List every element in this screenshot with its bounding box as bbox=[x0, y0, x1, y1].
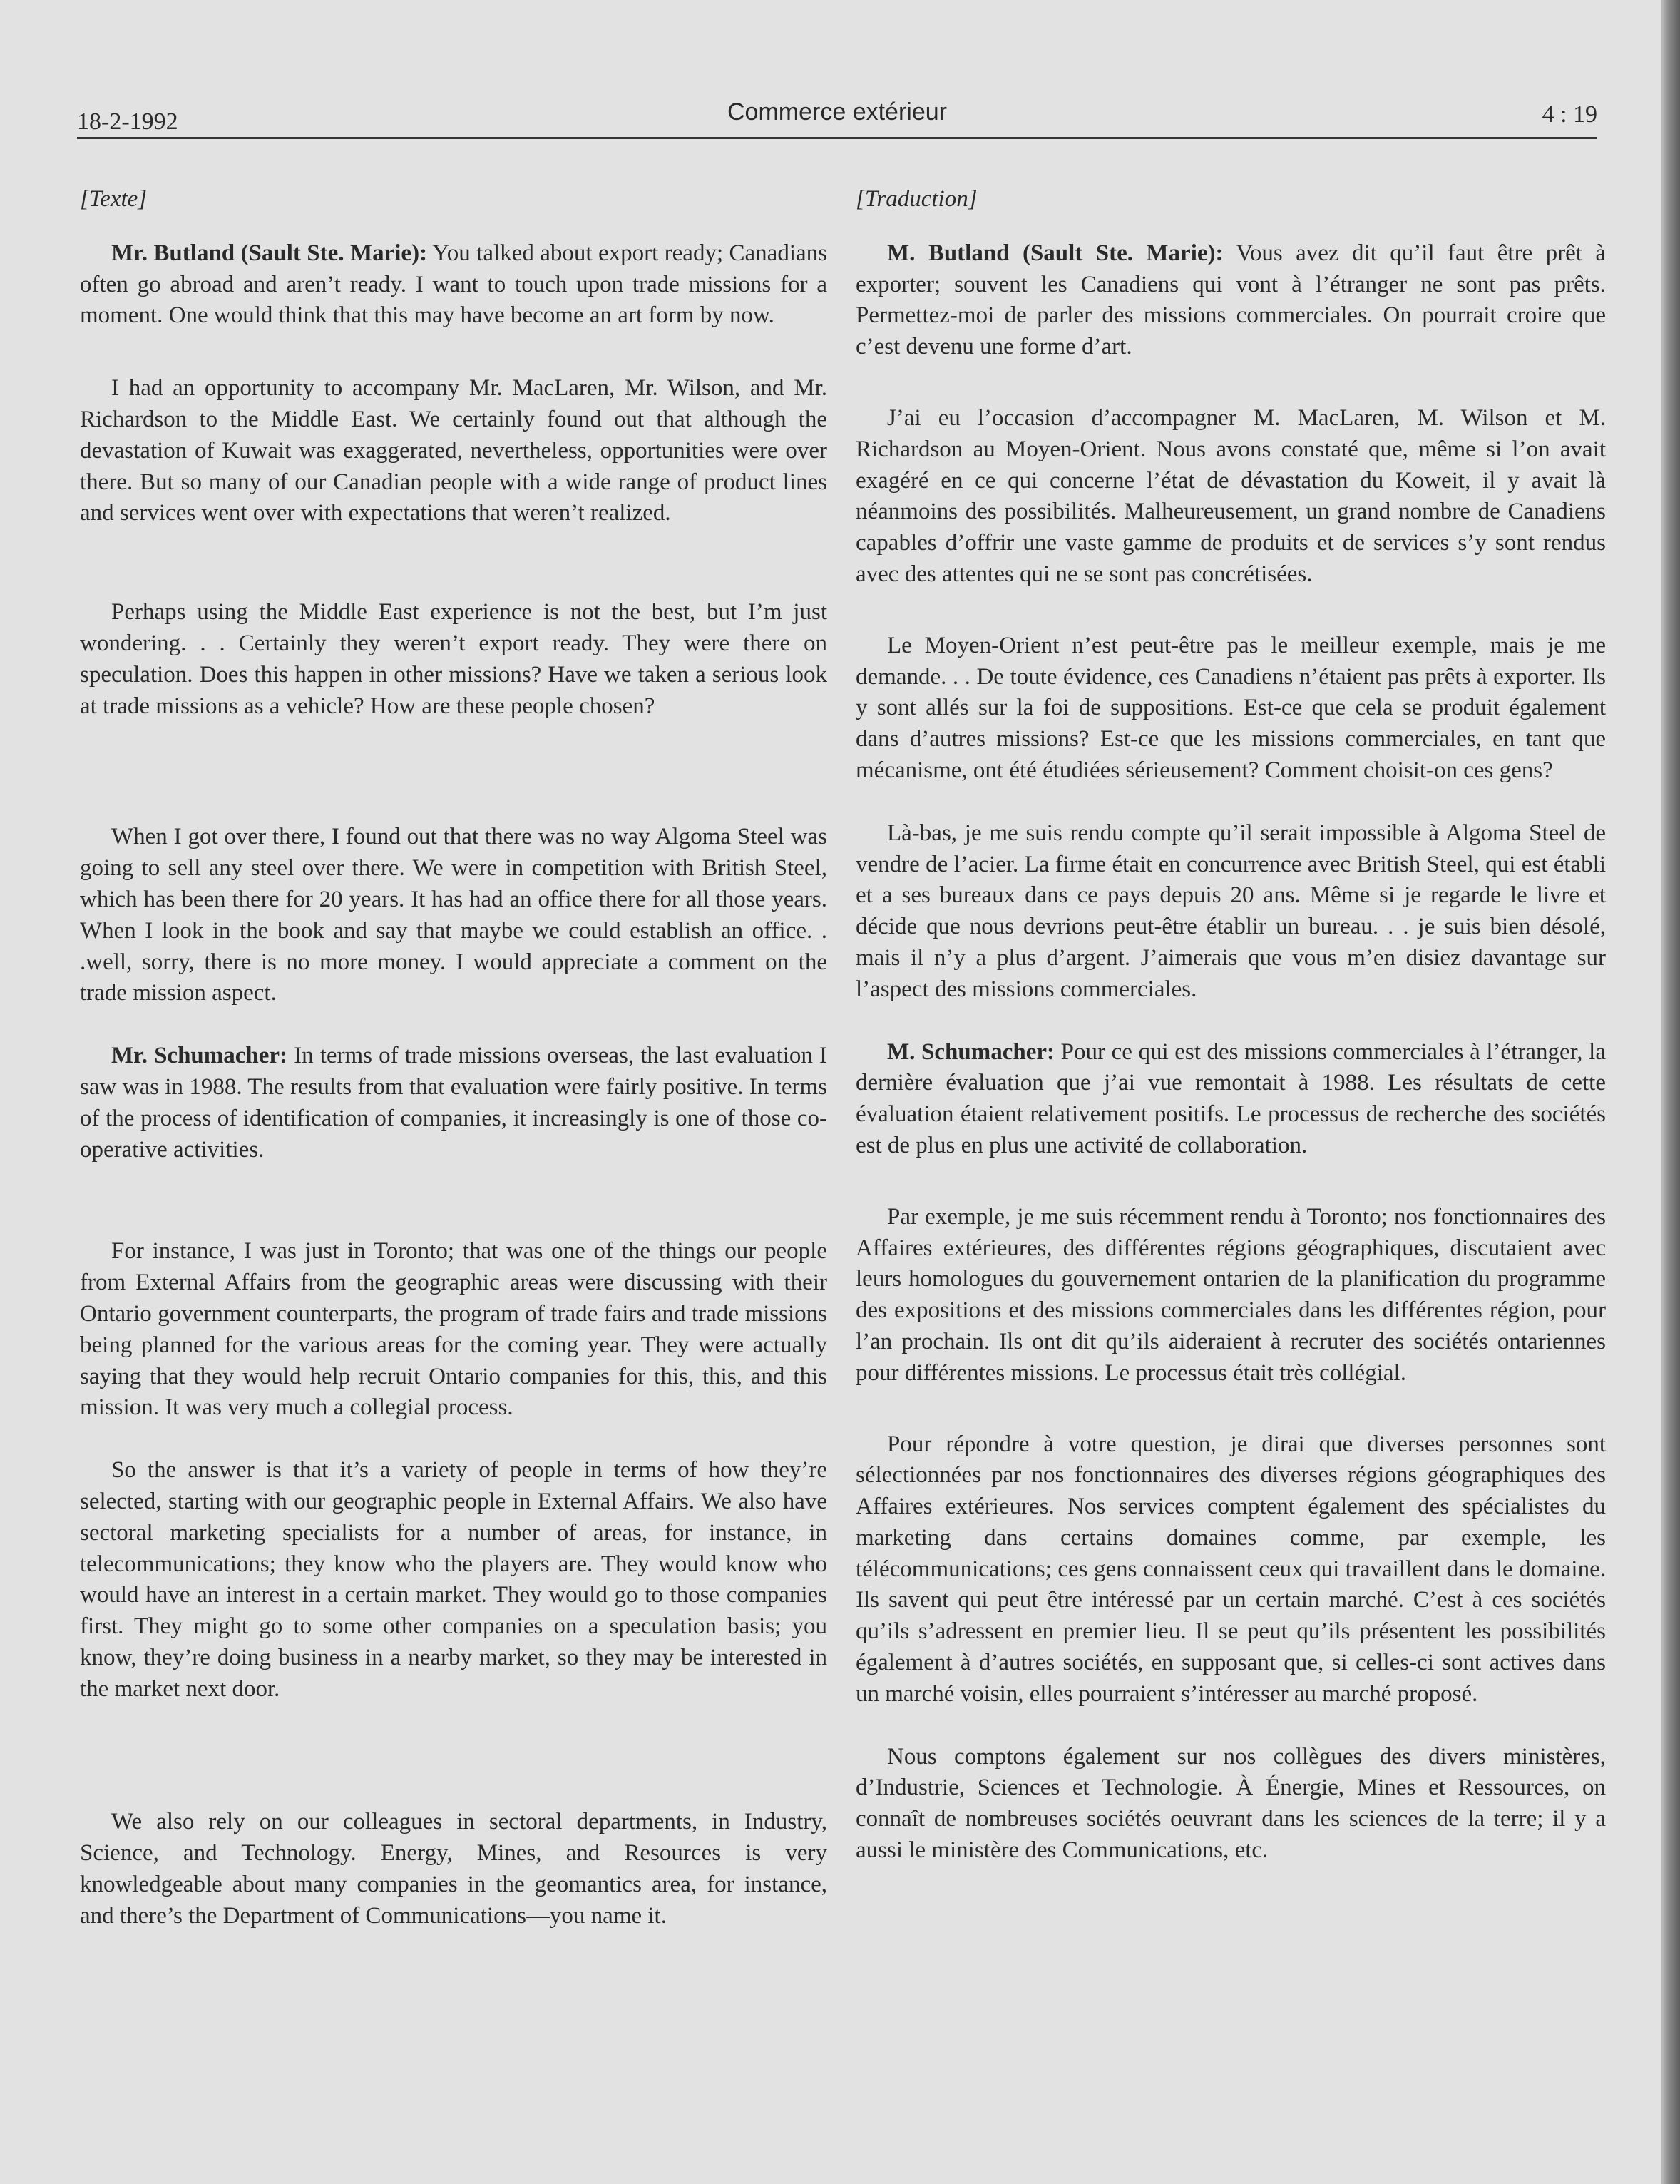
paragraph-text: Perhaps using the Middle East experience is not the best, but I’m just wondering. . . Certainly they weren’t export ready. They were there on speculation. Does this happen in other missions? Have we taken a serious look at trade missions as a vehicle? How are these people chosen? bbox=[80, 599, 827, 719]
paragraph-text: In terms of trade missions overseas, the last evaluation I saw was in 1988. The results from that evaluation were fairly positive. In terms of the process of identification of companies, it increasingly is one of those co-operative activities. bbox=[80, 1043, 827, 1163]
paragraph bbox=[80, 822, 827, 1009]
header-page-number: 4 : 19 bbox=[1542, 101, 1597, 128]
paragraph bbox=[856, 1202, 1606, 1389]
paragraph bbox=[80, 373, 827, 529]
speaker-name: Mr. Butland (Sault Ste. Marie): bbox=[111, 240, 428, 266]
paragraph bbox=[856, 1037, 1606, 1162]
column-tag-traduction: [Traduction] bbox=[856, 186, 978, 212]
speaker-name: M. Schumacher: bbox=[887, 1039, 1055, 1065]
paragraph-text: We also rely on our colleagues in sectoral departments, in Industry, Science, and Technology. Energy, Mines, and Resources is very knowledgeable about many companies in the geomantics area, for instance, and there’s the Department of Communications—you name it. bbox=[80, 1809, 827, 1929]
header-title: Commerce extérieur bbox=[727, 98, 947, 126]
paragraph-text: Par exemple, je me suis récemment rendu à Toronto; nos fonctionnaires des Affaires extérieures, des différentes régions géographiques, discutaient avec leurs homologues du gouvernement ontarien de la planification du programme des expositions et des missions commerciales dans les différentes région, pour l’an prochain. Ils ont dit qu’ils aideraient à recruter des sociétés ontariennes pour différentes missions. Le processus était très collégial. bbox=[856, 1203, 1606, 1386]
paragraph-text: So the answer is that it’s a variety of people in terms of how they’re selected, starting with our geographic people in External Affairs. We also have sectoral marketing specialists for a number of areas, for instance, in telecommunications; they know who the players are. They would know who would have an interest in a certain market. They would go to those companies first. They might go to some other companies on a speculation basis; you know, they’re doing business in a nearby market, so they may be interested in the market next door. bbox=[80, 1457, 827, 1702]
paragraph bbox=[856, 403, 1606, 591]
running-header bbox=[77, 98, 1597, 140]
paragraph-text: Nous comptons également sur nos collègues des divers ministères, d’Industrie, Sciences et Technologie. À Énergie, Mines et Ressources, on connaît de nombreuses sociétés oeuvrant dans les sciences de la terre; il y a aussi le ministère des Communications, etc. bbox=[856, 1743, 1606, 1864]
paragraph-text: Là-bas, je me suis rendu compte qu’il serait impossible à Algoma Steel de vendre de l’acier. La firme était en concurrence avec British Steel, qui est établi et a ses bureaux dans ce pays depuis 20 ans. Même si je regarde le livre et décide que nous devrions peut-être établir un bureau. . . je suis bien désolé, mais il n’y a plus d’argent. J’aimerais que vous m’en disiez davantage sur l’aspect des missions commerciales. bbox=[856, 820, 1606, 1002]
paragraph-text: For instance, I was just in Toronto; that was one of the things our people from External Affairs from the geographic areas were discussing with their Ontario government counterparts, the program of trade fairs and trade missions being planned for the various areas for the coming year. They were actually saying that they would help recruit Ontario companies for this, this, and this mission. It was very much a collegial process. bbox=[80, 1238, 827, 1421]
paragraph-text: When I got over there, I found out that there was no way Algoma Steel was going to sell any steel over there. We were in competition with British Steel, which has been there for 20 years. It has had an office there for all those years. When I look in the book and say that maybe we could establish an office. . .well, sorry, there is no more money. I would appreciate a comment on the trade mission aspect. bbox=[80, 824, 827, 1006]
paragraph bbox=[80, 1455, 827, 1705]
paragraph-text: I had an opportunity to accompany Mr. MacLaren, Mr. Wilson, and Mr. Richardson to the Middle East. We certainly found out that although the devastation of Kuwait was exaggerated, nevertheless, opportunities were over there. But so many of our Canadian people with a wide range of product lines and services went over with expectations that weren’t realized. bbox=[80, 375, 827, 526]
header-date: 18-2-1992 bbox=[77, 108, 178, 135]
speaker-name: Mr. Schumacher: bbox=[111, 1043, 288, 1069]
paragraph bbox=[80, 1236, 827, 1424]
english-column bbox=[80, 184, 827, 1932]
header-rule bbox=[77, 137, 1597, 139]
paragraph bbox=[856, 1429, 1606, 1710]
column-tag-texte: [Texte] bbox=[80, 186, 148, 212]
paragraph-text: Pour répondre à votre question, je dirai que diverses personnes sont sélectionnées par nos fonctionnaires des diverses régions géographiques des Affaires extérieures. Nos services comptent également des spécialistes du marketing dans certains domaines comme, par exemple, les télécommunications; ces gens connaissent ceux qui travaillent dans le domaine. Ils savent qui peut être intéressé par un certain marché. C’est à ces sociétés qu’ils s’adressent en premier lieu. Il se peut qu’ils présentent les possibilités également à d’autres sociétés, en supposant que, si celles-ci sont actives dans un marché voisin, elles pourraient s’intéresser au marché proposé. bbox=[856, 1431, 1606, 1707]
paragraph bbox=[80, 597, 827, 722]
paragraph-text: You talked about export ready; Canadians often go abroad and aren’t ready. I want to touch upon trade missions for a moment. One would think that this may have become an art form by now. bbox=[80, 240, 827, 329]
paragraph bbox=[80, 1041, 827, 1165]
paragraph bbox=[80, 1807, 827, 1932]
speaker-name: M. Butland (Sault Ste. Marie): bbox=[887, 240, 1224, 266]
paragraph-text: Pour ce qui est des missions commerciales à l’étranger, la dernière évaluation que j’ai vue remontait à 1988. Les résultats de cette évaluation étaient relativement positifs. Le processus de recherche des sociétés est de plus en plus une activité de collaboration. bbox=[856, 1039, 1606, 1158]
paragraph bbox=[80, 238, 827, 332]
paragraph bbox=[856, 1742, 1606, 1867]
french-column bbox=[856, 184, 1606, 1867]
paragraph bbox=[856, 238, 1606, 363]
paragraph bbox=[856, 818, 1606, 1006]
paragraph-text: Le Moyen-Orient n’est peut-être pas le meilleur exemple, mais je me demande. . . De toute évidence, ces Canadiens n’étaient pas prêts à exporter. Ils y sont allés sur la foi de suppositions. Est-ce que cela se produit également dans d’autres missions? Est-ce que les missions commerciales, en tant que mécanisme, ont été étudiées sérieusement? Comment choisit-on ces gens? bbox=[856, 632, 1606, 783]
paragraph-text: Vous avez dit qu’il faut être prêt à exporter; souvent les Canadiens qui vont à l’étranger ne sont pas prêts. Permettez-moi de parler des missions commerciales. On pourrait croire que c’est devenu une forme d’art. bbox=[856, 240, 1607, 360]
paragraph bbox=[856, 631, 1606, 787]
paragraph-text: J’ai eu l’occasion d’accompagner M. MacLaren, M. Wilson et M. Richardson au Moyen-Orient. Nous avons constaté que, même si l’on avait exagéré en ce qui concerne l’état de dévastation du Koweit, il y avait là néanmoins des possibilités. Malheureusement, un grand nombre de Canadiens capables d’offrir une vaste gamme de produits et de services s’y sont rendus avec des attentes qui ne se sont pas concrétisées. bbox=[856, 404, 1606, 587]
page-binding-edge bbox=[1661, 0, 1680, 2184]
